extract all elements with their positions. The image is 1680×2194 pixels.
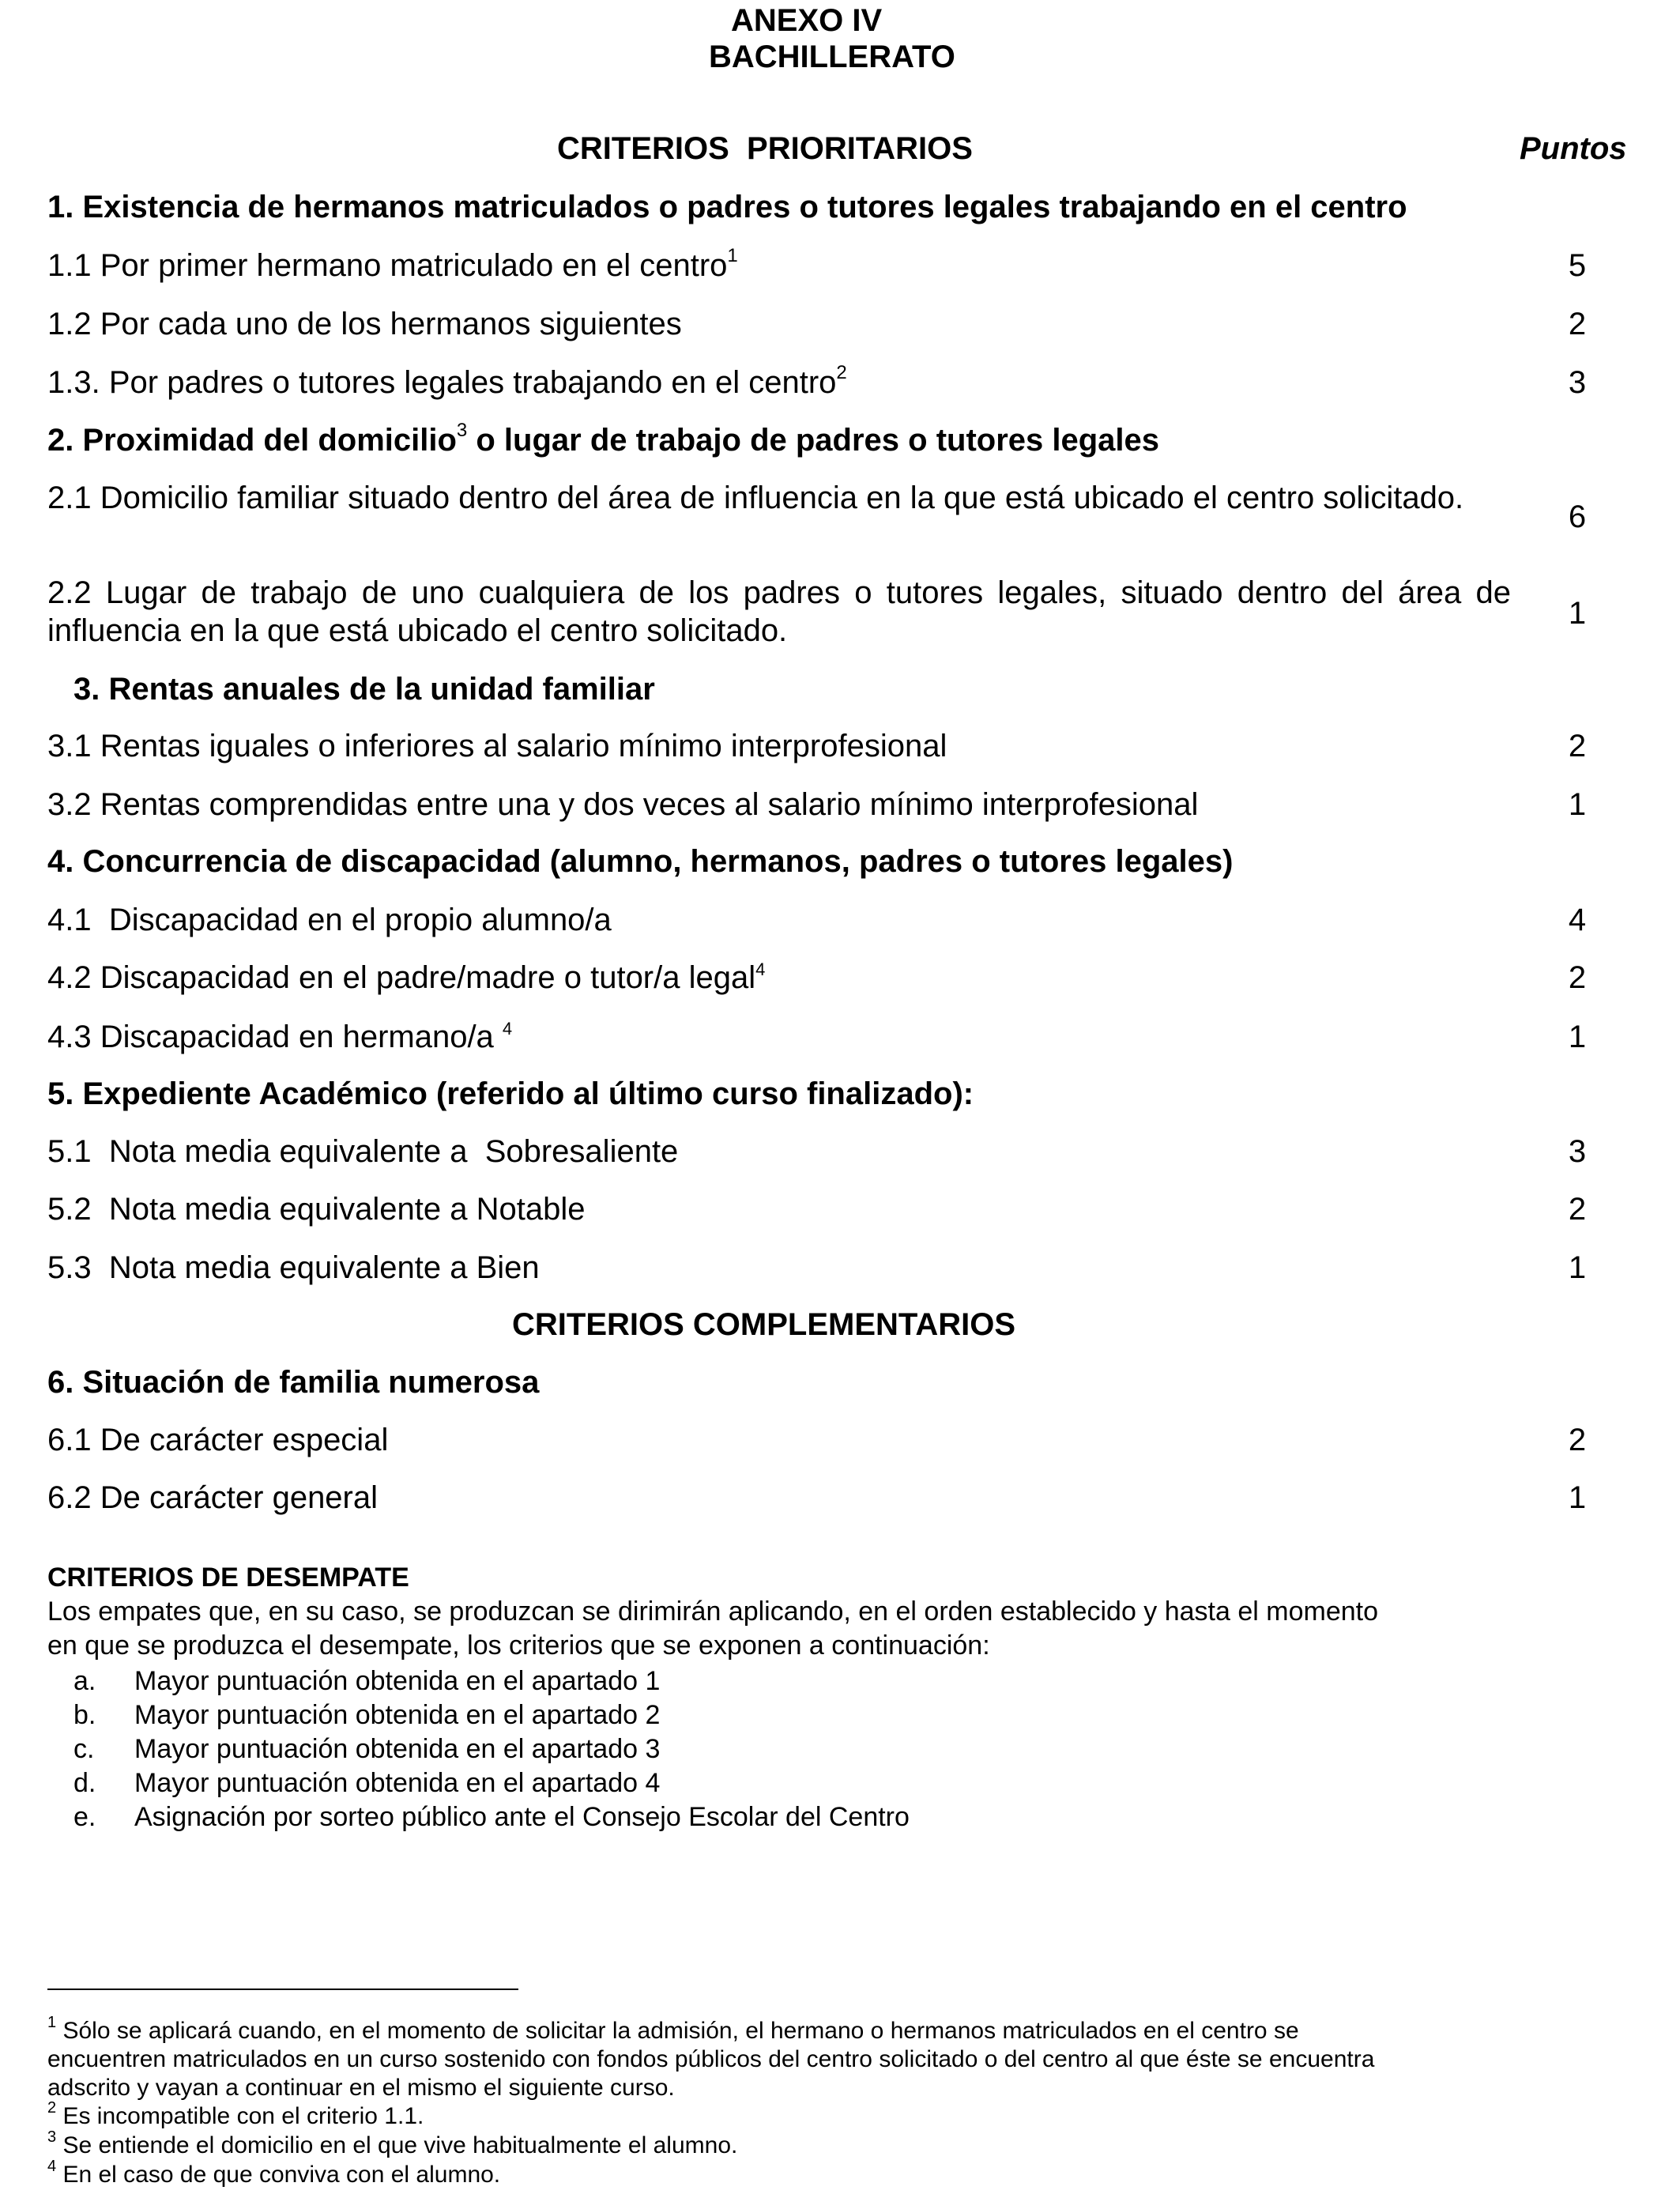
criterion-4-2-points: 2 <box>1568 960 1587 995</box>
criterion-1-3-text: 1.3. Por padres o tutores legales trabajando en el centro <box>47 365 837 400</box>
footnote-1-line-2: encuentren matriculados en un curso sostenido con fondos públicos del centro solicitado o del centro al que éste se encuentra <box>47 2046 1375 2072</box>
footnote-1-line-3: adscrito y vayan a continuar en el mismo el siguiente curso. <box>47 2075 675 2101</box>
priority-criteria-title: CRITERIOS PRIORITARIOS <box>557 131 973 166</box>
criterion-1-1 <box>47 245 738 283</box>
footnote-4-text: En el caso de que conviva con el alumno. <box>56 2162 501 2188</box>
footnote-2 <box>47 2099 424 2131</box>
section-2-title-b: o lugar de trabajo de padres o tutores legales <box>467 423 1160 458</box>
criterion-5-1: 5.1 Nota media equivalente a Sobresaliente <box>47 1134 679 1169</box>
criterion-4-1: 4.1 Discapacidad en el propio alumno/a <box>47 903 612 937</box>
tiebreak-item-e-letter: e. <box>73 1802 96 1832</box>
footnote-1-line-1: Sólo se aplicará cuando, en el momento de solicitar la admisión, el hermano o hermanos matriculados en el centro se <box>56 2018 1299 2044</box>
footnote-4 <box>47 2158 501 2189</box>
criterion-6-1-points: 2 <box>1568 1423 1587 1457</box>
tiebreak-item-a-letter: a. <box>73 1666 96 1696</box>
criterion-5-3: 5.3 Nota media equivalente a Bien <box>47 1250 540 1285</box>
footnote-1 <box>47 2014 1299 2045</box>
criterion-1-3-points: 3 <box>1568 365 1587 400</box>
tiebreak-item-d-letter: d. <box>73 1768 96 1798</box>
section-3-title: 3. Rentas anuales de la unidad familiar <box>73 672 655 707</box>
criterion-1-2-points: 2 <box>1568 307 1587 341</box>
criterion-5-2: 5.2 Nota media equivalente a Notable <box>47 1192 586 1227</box>
section-6-title: 6. Situación de familia numerosa <box>47 1365 540 1400</box>
complementary-criteria-title: CRITERIOS COMPLEMENTARIOS <box>512 1307 1016 1342</box>
criterion-4-1-points: 4 <box>1568 903 1587 937</box>
footnote-1-mark: 1 <box>47 2014 57 2031</box>
annex-title: ANEXO IV <box>731 3 883 38</box>
criterion-4-2 <box>47 959 766 995</box>
footnote-3-text: Se entiende el domicilio en el que vive habitualmente el alumno. <box>56 2132 738 2158</box>
criterion-1-1-points: 5 <box>1568 248 1587 283</box>
criterion-4-3 <box>47 1021 512 1053</box>
tiebreak-item-d: Mayor puntuación obtenida en el apartado 4 <box>134 1768 661 1798</box>
footnote-3-mark: 3 <box>47 2128 57 2146</box>
criterion-6-2: 6.2 De carácter general <box>47 1480 379 1515</box>
criterion-2-2-points: 1 <box>1568 596 1587 631</box>
tiebreak-item-a: Mayor puntuación obtenida en el apartado 1 <box>134 1666 661 1696</box>
tiebreak-intro-line-1: Los empates que, en su caso, se produzcan se dirimirán aplicando, en el orden establecido y hasta el momento <box>47 1596 1378 1627</box>
criterion-3-1-points: 2 <box>1568 729 1587 763</box>
section-5-title: 5. Expediente Académico (referido al último curso finalizado): <box>47 1076 974 1111</box>
footnote-ref-3: 3 <box>456 420 468 441</box>
criterion-1-1-text: 1.1 Por primer hermano matriculado en el centro <box>47 248 728 283</box>
footnote-ref-1: 1 <box>727 245 738 266</box>
criterion-1-2: 1.2 Por cada uno de los hermanos siguientes <box>47 307 682 341</box>
level-title: BACHILLERATO <box>709 40 955 74</box>
tiebreak-item-b: Mayor puntuación obtenida en el apartado 2 <box>134 1700 661 1730</box>
footnote-2-text: Es incompatible con el criterio 1.1. <box>56 2103 424 2129</box>
criterion-6-1: 6.1 De carácter especial <box>47 1423 389 1457</box>
criterion-5-2-points: 2 <box>1568 1192 1587 1227</box>
section-2-title-a: 2. Proximidad del domicilio <box>47 423 457 458</box>
footnote-2-mark: 2 <box>47 2099 57 2117</box>
tiebreak-item-c: Mayor puntuación obtenida en el apartado 3 <box>134 1734 661 1764</box>
criterion-6-2-points: 1 <box>1568 1480 1587 1515</box>
tiebreak-item-c-letter: c. <box>73 1734 95 1764</box>
tiebreak-title: CRITERIOS DE DESEMPATE <box>47 1563 409 1593</box>
criterion-3-2: 3.2 Rentas comprendidas entre una y dos veces al salario mínimo interprofesional <box>47 787 1199 822</box>
footnote-ref-4a: 4 <box>755 959 766 979</box>
criterion-2-1-points: 6 <box>1568 499 1587 534</box>
criterion-5-1-points: 3 <box>1568 1134 1587 1169</box>
tiebreak-intro-line-2: en que se produzca el desempate, los criterios que se exponen a continuación: <box>47 1630 990 1661</box>
criterion-5-3-points: 1 <box>1568 1250 1587 1285</box>
section-4-title: 4. Concurrencia de discapacidad (alumno, hermanos, padres o tutores legales) <box>47 844 1234 879</box>
footnote-4-mark: 4 <box>47 2158 57 2175</box>
criterion-2-1: 2.1 Domicilio familiar situado dentro del área de influencia en la que está ubicado el centro solicitado. <box>47 481 1464 515</box>
criterion-3-2-points: 1 <box>1568 787 1587 822</box>
criterion-3-1: 3.1 Rentas iguales o inferiores al salario mínimo interprofesional <box>47 729 947 763</box>
criterion-1-3 <box>47 362 847 400</box>
section-1-title: 1. Existencia de hermanos matriculados o padres o tutores legales trabajando en el centro <box>47 190 1407 224</box>
tiebreak-item-b-letter: b. <box>73 1700 96 1730</box>
criterion-4-2-text: 4.2 Discapacidad en el padre/madre o tutor/a legal <box>47 960 756 995</box>
footnote-separator <box>47 1989 518 1990</box>
section-2-title <box>47 420 1160 458</box>
criterion-4-3-text: 4.3 Discapacidad en hermano/a <box>47 1020 503 1054</box>
footnote-3 <box>47 2128 738 2160</box>
points-column-header: Puntos <box>1520 131 1627 166</box>
footnote-ref-2: 2 <box>836 362 847 383</box>
tiebreak-item-e: Asignación por sorteo público ante el Consejo Escolar del Centro <box>134 1802 910 1832</box>
footnote-ref-4b: 4 <box>502 1019 513 1039</box>
criterion-2-2: 2.2 Lugar de trabajo de uno cualquiera de los padres o tutores legales, situado dentro del área de influencia en la que está ubicado el centro solicitado. <box>47 575 1511 648</box>
criterion-4-3-points: 1 <box>1568 1020 1587 1054</box>
